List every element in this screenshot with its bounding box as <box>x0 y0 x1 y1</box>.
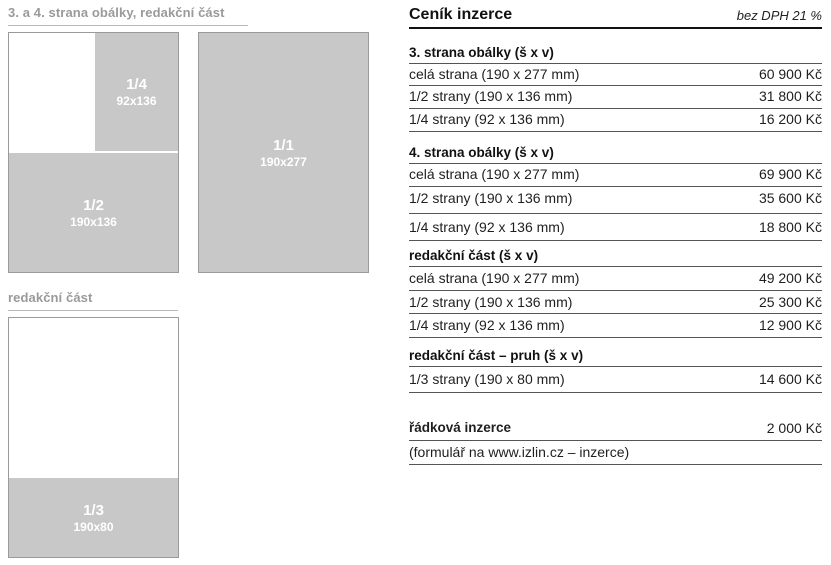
price-row-label: celá strana (190 x 277 mm) <box>409 270 580 286</box>
row-rule <box>409 392 822 393</box>
price-row-value: 35 600 Kč <box>758 190 822 206</box>
classified-title: řádková inzerce <box>409 420 512 435</box>
ad-block-full-fraction: 1/1 <box>273 136 294 154</box>
group-rule <box>409 266 822 267</box>
price-row-label: 1/3 strany (190 x 80 mm) <box>409 371 565 387</box>
classified-note: (formulář na www.izlin.cz – inzerce) <box>409 444 630 460</box>
price-row <box>409 369 822 389</box>
price-row-value: 14 600 Kč <box>758 371 822 387</box>
ad-block-third-dims: 190x80 <box>73 519 114 534</box>
group-title-cover4: 4. strana obálky (š x v) <box>409 145 554 160</box>
row-rule <box>409 464 822 465</box>
ad-block-quarter <box>95 33 178 151</box>
section-title-covers: 3. a 4. strana obálky, redakční část <box>8 5 225 20</box>
price-row <box>409 217 822 237</box>
row-rule <box>409 213 822 214</box>
price-row <box>409 64 822 84</box>
group-title-editorial: redakční část (š x v) <box>409 248 539 263</box>
ad-block-half <box>9 153 178 272</box>
price-row-label: celá strana (190 x 277 mm) <box>409 66 580 82</box>
price-row-label: 1/2 strany (190 x 136 mm) <box>409 88 573 104</box>
row-rule <box>409 313 822 314</box>
section-rule-covers <box>8 25 248 26</box>
price-row <box>409 315 822 335</box>
section-rule-editorial <box>8 310 178 311</box>
price-row-value: 16 200 Kč <box>758 111 822 127</box>
classified-price: 2 000 Kč <box>766 420 822 436</box>
row-rule <box>409 131 822 132</box>
ad-block-third-fraction: 1/3 <box>83 501 104 519</box>
group-rule <box>409 366 822 367</box>
price-row-value: 49 200 Kč <box>758 270 822 286</box>
ad-block-quarter-fraction: 1/4 <box>126 76 147 93</box>
section-title-editorial: redakční část <box>8 290 93 305</box>
price-row-label: celá strana (190 x 277 mm) <box>409 166 580 182</box>
price-row-value: 60 900 Kč <box>758 66 822 82</box>
ad-block-full <box>199 33 368 272</box>
row-rule <box>409 290 822 291</box>
classified-row <box>409 418 822 438</box>
ad-block-full-dims: 190x277 <box>260 154 307 169</box>
row-rule <box>409 186 822 187</box>
price-row-label: 1/4 strany (92 x 136 mm) <box>409 317 565 333</box>
price-row <box>409 268 822 288</box>
price-row <box>409 109 822 129</box>
row-rule <box>409 440 822 441</box>
price-row-label: 1/4 strany (92 x 136 mm) <box>409 219 565 235</box>
classified-note-row <box>409 442 822 462</box>
pricelist-title: Ceník inzerce <box>409 6 513 23</box>
pricelist-title-rule <box>409 27 822 29</box>
ad-block-third <box>9 478 178 557</box>
row-rule <box>409 337 822 338</box>
price-row-label: 1/4 strany (92 x 136 mm) <box>409 111 565 127</box>
price-row-value: 25 300 Kč <box>758 294 822 310</box>
pricelist-vat-note: bez DPH 21 % <box>736 8 822 23</box>
price-row-label: 1/2 strany (190 x 136 mm) <box>409 294 573 310</box>
row-rule <box>409 240 822 241</box>
price-row <box>409 86 822 106</box>
price-row-label: 1/2 strany (190 x 136 mm) <box>409 190 573 206</box>
price-row-value: 69 900 Kč <box>758 166 822 182</box>
ad-block-half-fraction: 1/2 <box>83 196 104 214</box>
price-row-value: 31 800 Kč <box>758 88 822 104</box>
price-row-value: 12 900 Kč <box>758 317 822 333</box>
price-row <box>409 188 822 208</box>
price-row-value: 18 800 Kč <box>758 219 822 235</box>
ad-block-half-dims: 190x136 <box>70 214 117 229</box>
price-row <box>409 164 822 184</box>
group-title-strip: redakční část – pruh (š x v) <box>409 348 584 363</box>
ad-block-quarter-dims: 92x136 <box>116 94 157 108</box>
group-title-cover3: 3. strana obálky (š x v) <box>409 45 554 60</box>
price-row <box>409 292 822 312</box>
